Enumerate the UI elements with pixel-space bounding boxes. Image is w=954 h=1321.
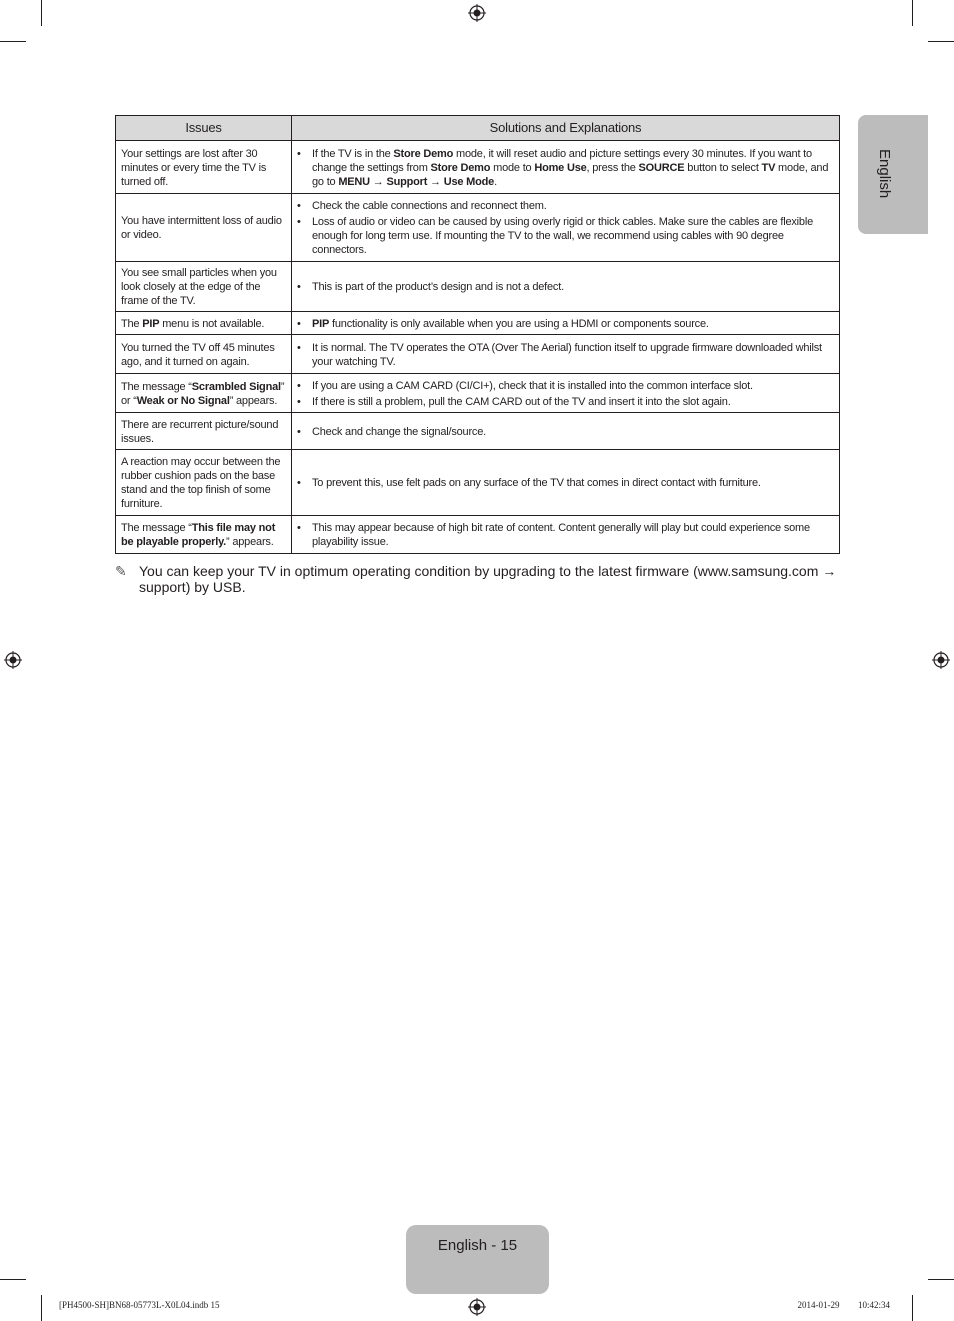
text-segment: It is normal. The TV operates the OTA (Over The Aerial) function itself to upgrade firmware downloaded whilst your watching TV. xyxy=(312,341,822,368)
crop-mark xyxy=(0,1279,26,1280)
keyword-text: Scrambled Signal xyxy=(191,380,281,393)
page-number-label: English - 15 xyxy=(437,1237,518,1254)
text-segment: ” appears. xyxy=(226,536,274,548)
solution-item xyxy=(297,521,834,549)
text-segment: mode to xyxy=(490,161,535,174)
text-segment: This is part of the product’s design and is not a defect. xyxy=(312,281,564,293)
solution-cell xyxy=(292,262,840,312)
solution-cell xyxy=(292,194,840,262)
text-segment: menu is not available. xyxy=(159,317,265,330)
solution-cell xyxy=(292,516,840,554)
solution-item xyxy=(297,317,834,331)
solution-list xyxy=(297,280,834,294)
text-segment: You turned the TV off 45 minutes ago, and it turned on again. xyxy=(121,341,275,368)
solution-cell xyxy=(292,141,840,194)
solution-item xyxy=(297,147,834,189)
registration-mark-icon xyxy=(468,4,486,22)
table-row xyxy=(116,312,840,335)
keyword-text: PIP xyxy=(312,317,330,330)
table-row xyxy=(116,374,840,413)
keyword-text: PIP xyxy=(142,317,160,330)
solution-list xyxy=(297,379,834,409)
issue-cell xyxy=(116,262,292,312)
solution-item xyxy=(297,341,834,369)
text-segment: . xyxy=(494,175,497,188)
table-row xyxy=(116,450,840,516)
text-segment: Check the cable connections and reconnect them. xyxy=(312,200,547,212)
text-segment: If you are using a CAM CARD (CI/CI+), check that it is installed into the common interface slot. xyxy=(312,379,753,392)
issue-cell xyxy=(116,413,292,450)
crop-mark xyxy=(928,1279,954,1280)
solution-list xyxy=(297,317,834,331)
text-segment: , press the xyxy=(586,161,639,174)
solution-cell xyxy=(292,413,840,450)
text-segment: The message “ xyxy=(121,380,192,393)
solution-list xyxy=(297,476,834,490)
solution-item xyxy=(297,395,834,409)
column-header-solutions: Solutions and Explanations xyxy=(292,116,840,141)
keyword-text: MENU xyxy=(338,175,370,188)
crop-mark xyxy=(928,41,954,42)
text-segment: Loss of audio or video can be caused by using overly rigid or thick cables. Make sure the cables are flexible enough for long term use. If mounting the TV to the wall, we recommend using cables with 90 degree connectors. xyxy=(312,216,813,256)
solution-cell xyxy=(292,374,840,413)
text-segment: → xyxy=(369,175,387,188)
keyword-text: This file may not be playable properly. xyxy=(121,522,276,548)
solution-cell xyxy=(292,335,840,374)
solution-item xyxy=(297,215,834,257)
text-segment: mode, it will reset audio and picture settings every 30 minutes. If you want to change the settings from xyxy=(312,147,812,174)
text-segment: If the TV is in the xyxy=(312,147,394,160)
troubleshooting-table xyxy=(115,115,840,554)
issue-cell xyxy=(116,374,292,413)
issue-cell xyxy=(116,141,292,194)
solution-list xyxy=(297,521,834,549)
language-side-tab xyxy=(858,115,928,234)
text-segment: → xyxy=(427,175,444,188)
footer-file-info: [PH4500-SH]BN68-05773L-X0L04.indb 15 xyxy=(59,1300,220,1310)
footer-timestamp: 2014-01-29 ￿￿ 10:42:34 xyxy=(797,1300,890,1310)
text-segment: You have intermittent loss of audio or video. xyxy=(121,215,282,241)
keyword-text: Use Mode xyxy=(443,175,495,188)
issue-cell xyxy=(116,194,292,262)
solution-list xyxy=(297,147,834,189)
keyword-text: Store Demo xyxy=(430,161,491,174)
table-row xyxy=(116,141,840,194)
firmware-note-text: You can keep your TV in optimum operating condition by upgrading to the latest firmware (www.samsung.com → support) by USB. xyxy=(139,563,837,595)
issue-cell xyxy=(116,335,292,374)
solution-cell xyxy=(292,312,840,335)
column-header-issues: Issues xyxy=(116,116,292,141)
crop-mark xyxy=(912,0,913,26)
text-segment: mode, and go to xyxy=(312,161,829,188)
keyword-text: Home Use xyxy=(534,161,587,174)
crop-mark xyxy=(41,0,42,26)
crop-mark xyxy=(0,41,26,42)
registration-mark-icon xyxy=(4,651,22,669)
text-segment: functionality is only available when you are using a HDMI or components source. xyxy=(329,317,709,330)
keyword-text: TV xyxy=(761,161,776,174)
text-segment: A reaction may occur between the rubber cushion pads on the base stand and the top finish of some furniture. xyxy=(121,456,281,510)
solution-cell xyxy=(292,450,840,516)
page-number-tab xyxy=(406,1225,549,1294)
keyword-text: Store Demo xyxy=(393,147,454,160)
text-segment: There are recurrent picture/sound issues. xyxy=(121,418,279,445)
text-segment: If there is still a problem, pull the CAM CARD out of the TV and insert it into the slot again. xyxy=(312,395,731,408)
issue-cell xyxy=(116,516,292,554)
solution-item xyxy=(297,425,834,439)
language-side-tab-label: English xyxy=(876,149,893,199)
keyword-text: Support xyxy=(386,175,428,188)
table-row xyxy=(116,516,840,554)
table-body xyxy=(116,141,840,554)
table-row xyxy=(116,335,840,374)
solution-list xyxy=(297,341,834,369)
text-segment: Check and change the signal/source. xyxy=(312,425,487,438)
solution-item xyxy=(297,280,834,294)
text-segment: ” or “ xyxy=(121,380,285,407)
keyword-text: Weak or No Signal xyxy=(136,394,230,407)
text-segment: To prevent this, use felt pads on any surface of the TV that comes in direct contact with furniture. xyxy=(312,477,761,489)
registration-mark-icon xyxy=(468,1298,486,1316)
text-segment: You see small particles when you look closely at the edge of the frame of the TV. xyxy=(121,267,277,307)
crop-mark xyxy=(41,1295,42,1321)
text-segment: Your settings are lost after 30 minutes or every time the TV is turned off. xyxy=(121,147,267,188)
text-segment: ” appears. xyxy=(229,394,278,407)
table-row xyxy=(116,194,840,262)
pencil-icon: ✎ xyxy=(115,563,127,579)
solution-list xyxy=(297,199,834,257)
registration-mark-icon xyxy=(932,651,950,669)
table-row xyxy=(116,262,840,312)
solution-list xyxy=(297,425,834,439)
issue-cell xyxy=(116,450,292,516)
solution-item xyxy=(297,199,834,213)
solution-item xyxy=(297,379,834,393)
solution-item xyxy=(297,476,834,490)
text-segment: button to select xyxy=(684,161,762,174)
text-segment: The xyxy=(121,317,143,330)
text-segment: The message “ xyxy=(121,522,192,534)
text-segment: This may appear because of high bit rate of content. Content generally will play but could experience some playability issue. xyxy=(312,522,810,548)
table-row xyxy=(116,413,840,450)
crop-mark xyxy=(912,1295,913,1321)
table-header-row xyxy=(116,116,840,141)
issue-cell xyxy=(116,312,292,335)
keyword-text: SOURCE xyxy=(638,161,685,174)
